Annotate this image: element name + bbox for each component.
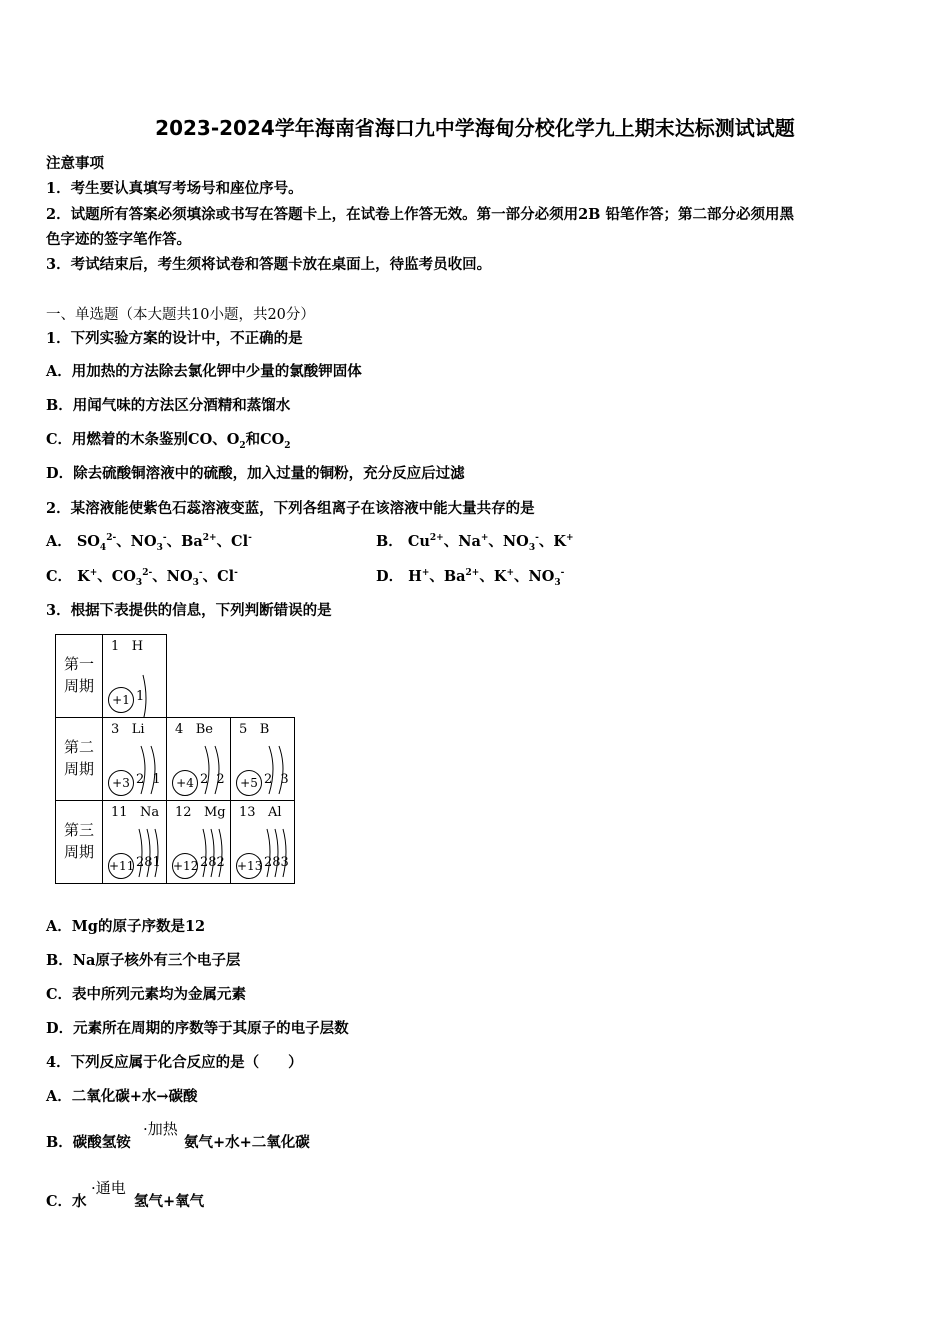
q2-option-c: C． K+、$CO_3^{2-}$、$NO_3^-$、Cl- <box>46 568 238 588</box>
element-cell <box>103 718 167 801</box>
q3-option-c: C．表中所列元素均为金属元素 <box>46 986 247 1003</box>
element-header: 12 Mg <box>175 805 226 820</box>
electron-shells: 282 <box>200 855 225 870</box>
q2-stem: 2．某溶液能使紫色石蕊溶液变蓝，下列各组离子在该溶液中能大量共存的是 <box>46 500 535 517</box>
nucleus: +1 <box>108 687 134 713</box>
element-header: 1 H <box>111 639 144 654</box>
nucleus: +4 <box>172 770 198 796</box>
element-header: 11 Na <box>111 805 160 820</box>
q4-stem: 4．下列反应属于化合反应的是（ ） <box>46 1054 303 1071</box>
electron-shells: 2 1 <box>136 772 163 787</box>
notice-item: 1．考生要认真填写考场号和座位序号。 <box>46 180 303 197</box>
notice-heading: 注意事项 <box>46 155 104 172</box>
element-cell <box>167 718 231 801</box>
element-header: 5 B <box>239 722 270 737</box>
element-cell <box>167 801 231 884</box>
page-title: 2023-2024学年海南省海口九中学海甸分校化学九上期末达标测试试题 <box>155 116 795 140</box>
q4-option-c-condition: ·通电 <box>91 1179 126 1197</box>
q4-option-b-condition: ·加热 <box>143 1120 178 1138</box>
electron-shells: 1 <box>136 689 147 704</box>
periodic-table <box>55 634 295 884</box>
element-header: 13 Al <box>239 805 282 820</box>
q3-option-d: D．元素所在周期的序数等于其原子的电子层数 <box>46 1020 349 1037</box>
section-heading: 一、单选题（本大题共10小题，共20分） <box>46 307 315 323</box>
electron-shells: 2 2 <box>200 772 227 787</box>
element-cell <box>231 801 295 884</box>
q4-option-a: A．二氧化碳+水→碳酸 <box>46 1088 198 1105</box>
nucleus: +3 <box>108 770 134 796</box>
nucleus: +13 <box>236 853 262 879</box>
q4-option-c-products: 氢气+氧气 <box>134 1193 205 1210</box>
nucleus: +5 <box>236 770 262 796</box>
element-cell <box>231 718 295 801</box>
element-header: 4 Be <box>175 722 213 737</box>
nucleus: +11 <box>108 853 134 879</box>
element-cell <box>103 801 167 884</box>
q1-option-c: C．用燃着的木条鉴别CO、$O_2$和$CO_2$ <box>46 431 291 451</box>
electron-shells: 283 <box>264 855 289 870</box>
q1-option-b: B．用闻气味的方法区分酒精和蒸馏水 <box>46 397 291 414</box>
q2-option-b: B． $Cu^{2+}$、Na+、$NO_3^-$、K+ <box>376 533 574 553</box>
q3-option-a: A．Mg的原子序数是12 <box>46 918 206 935</box>
period-label: 第一 周期 <box>56 635 103 718</box>
period-label: 第三 周期 <box>56 801 103 884</box>
notice-item: 2．试题所有答案必须填涂或书写在答题卡上，在试卷上作答无效。第一部分必须用2B 铅笔作答；第二部分必须用黑 <box>46 206 794 223</box>
q1-option-d: D．除去硫酸铜溶液中的硫酸，加入过量的铜粉，充分反应后过滤 <box>46 465 465 482</box>
element-header: 3 Li <box>111 722 145 737</box>
q3-stem: 3．根据下表提供的信息，下列判断错误的是 <box>46 602 332 619</box>
electron-shells: 281 <box>136 855 161 870</box>
q4-option-c-reactant: C．水 <box>46 1193 87 1210</box>
element-cell <box>103 635 167 718</box>
period-label: 第二 周期 <box>56 718 103 801</box>
q4-option-b-reactant: B．碳酸氢铵 <box>46 1134 131 1151</box>
q3-option-b: B．Na原子核外有三个电子层 <box>46 952 241 969</box>
q2-option-a: A． $SO_4^{2-}$、$NO_3^-$、$Ba^{2+}$、Cl- <box>46 533 252 553</box>
q1-option-a: A．用加热的方法除去氯化钾中少量的氯酸钾固体 <box>46 363 362 380</box>
electron-shells: 2 3 <box>264 772 291 787</box>
notice-item: 色字迹的签字笔作答。 <box>46 231 191 248</box>
q1-stem: 1．下列实验方案的设计中，不正确的是 <box>46 330 303 347</box>
nucleus: +12 <box>172 853 198 879</box>
q4-option-b-products: 氨气+水+二氧化碳 <box>184 1134 310 1151</box>
q2-option-d: D． H+、$Ba^{2+}$、K+、$NO_3^-$ <box>376 568 565 588</box>
notice-item: 3．考试结束后，考生须将试卷和答题卡放在桌面上，待监考员收回。 <box>46 256 492 273</box>
